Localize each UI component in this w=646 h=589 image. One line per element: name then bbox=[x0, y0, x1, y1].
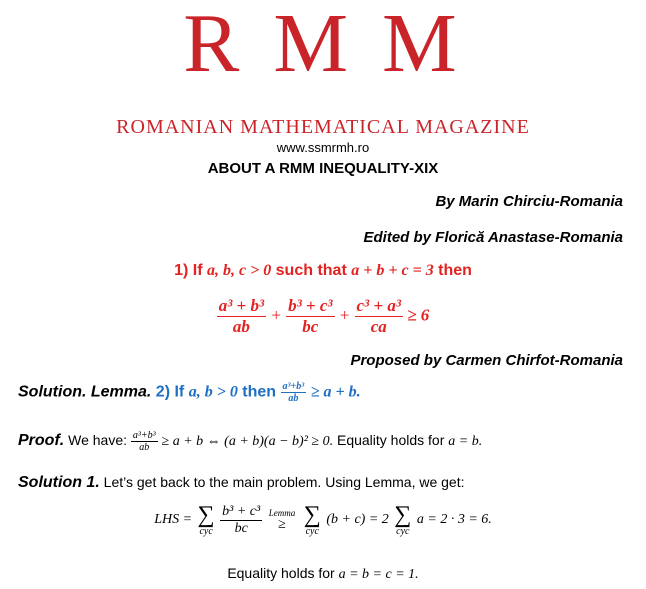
solution-1-chain bbox=[0, 503, 646, 537]
editor-credit: Edited by Florică Anastase-Romania bbox=[363, 229, 623, 246]
sum-2 bbox=[304, 503, 321, 537]
proof-chain: ≥ a + b ⇔ (a + b)(a − b)² ≥ 0. bbox=[161, 434, 334, 450]
problem-condition: a + b + c = 3 bbox=[351, 262, 434, 279]
sigma-2: ∑ bbox=[303, 502, 321, 528]
solution-fraction-numerator: b³ + c³ bbox=[222, 503, 261, 519]
lemma-then: then bbox=[242, 383, 277, 401]
lemma-fraction-numerator: a³+b³ bbox=[282, 381, 305, 392]
fraction-2 bbox=[286, 296, 334, 337]
solution-1-equality bbox=[0, 565, 646, 583]
lemma-geq bbox=[269, 509, 296, 532]
problem-if: If bbox=[192, 262, 203, 279]
logo-letter-r: R bbox=[183, 0, 246, 90]
inequality-rhs: ≥ 6 bbox=[407, 305, 430, 325]
proof-fraction-numerator: a³+b³ bbox=[132, 430, 156, 441]
problem-number: 1) bbox=[174, 262, 189, 279]
solution-fraction bbox=[220, 504, 262, 537]
sigma-1: ∑ bbox=[197, 502, 215, 528]
problem-such-that: such that bbox=[275, 262, 347, 279]
proof-equality-text: Equality holds for bbox=[336, 432, 445, 449]
solution-1-text: Let’s get back to the main problem. Using Lemma, we get: bbox=[103, 474, 465, 490]
fraction-2-denominator: bc bbox=[302, 317, 319, 336]
fraction-3-denominator: ca bbox=[370, 317, 387, 336]
fraction-1-denominator: ab bbox=[232, 317, 250, 336]
proof-we-have: We have: bbox=[68, 432, 127, 449]
solution-1-intro bbox=[18, 474, 465, 492]
author-credit: By Marin Chirciu-Romania bbox=[435, 193, 623, 210]
sum-3 bbox=[394, 503, 411, 537]
lhs-label: LHS = bbox=[154, 512, 193, 528]
problem-statement bbox=[0, 262, 646, 280]
equality-case: a = b = c = 1. bbox=[338, 567, 419, 582]
sum-1 bbox=[198, 503, 215, 537]
proof-line bbox=[18, 430, 482, 453]
lemma-fraction bbox=[281, 381, 307, 404]
plus-sign: + bbox=[338, 305, 351, 325]
equality-prefix: Equality holds for bbox=[227, 565, 335, 581]
article-title: ABOUT A RMM INEQUALITY-XIX bbox=[207, 160, 439, 177]
proof-label: Proof. bbox=[18, 432, 65, 450]
website-link[interactable]: www.ssmrmh.ro bbox=[276, 140, 370, 155]
chain-end: a = 2 · 3 = 6. bbox=[416, 512, 492, 528]
solution-fraction-denominator: bc bbox=[234, 520, 248, 536]
logo-letter-m1: M bbox=[273, 0, 355, 90]
fraction-1 bbox=[217, 296, 266, 337]
lemma-geq-label: Lemma bbox=[268, 507, 296, 518]
lemma-number: 2) bbox=[155, 383, 171, 401]
logo-letter-m2: M bbox=[382, 0, 463, 90]
fraction-3-numerator: c³ + a³ bbox=[356, 296, 401, 315]
proof-fraction bbox=[131, 430, 158, 453]
lemma-geq-sign: ≥ bbox=[278, 516, 286, 532]
proof-equality-case: a = b. bbox=[448, 434, 483, 450]
lemma-fraction-denominator: ab bbox=[288, 393, 299, 404]
plus-sign: + bbox=[270, 305, 282, 325]
lemma-label: Solution. Lemma. bbox=[18, 383, 152, 401]
cyc-1: cyc bbox=[199, 526, 213, 537]
problem-then: then bbox=[438, 262, 472, 279]
fraction-1-numerator: a³ + b³ bbox=[218, 296, 265, 315]
magazine-name: ROMANIAN MATHEMATICAL MAGAZINE bbox=[116, 116, 530, 138]
fraction-2-numerator: b³ + c³ bbox=[288, 296, 333, 315]
problem-vars: a, b, c > 0 bbox=[206, 262, 272, 279]
proof-fraction-denominator: ab bbox=[139, 442, 150, 453]
sigma-3: ∑ bbox=[394, 502, 412, 528]
rmm-logo bbox=[0, 0, 646, 88]
fraction-3 bbox=[355, 296, 403, 337]
sum-term: (b + c) = 2 bbox=[326, 512, 389, 528]
lemma-if: If bbox=[174, 383, 185, 401]
lemma-rhs: ≥ a + b. bbox=[310, 383, 361, 401]
proposer-credit: Proposed by Carmen Chirfot-Romania bbox=[350, 352, 623, 369]
lemma-statement bbox=[18, 381, 361, 404]
cyc-3: cyc bbox=[396, 526, 410, 537]
lemma-vars: a, b > 0 bbox=[188, 383, 238, 401]
solution-1-label: Solution 1. bbox=[18, 474, 100, 491]
main-inequality bbox=[0, 296, 646, 337]
cyc-2: cyc bbox=[305, 526, 319, 537]
